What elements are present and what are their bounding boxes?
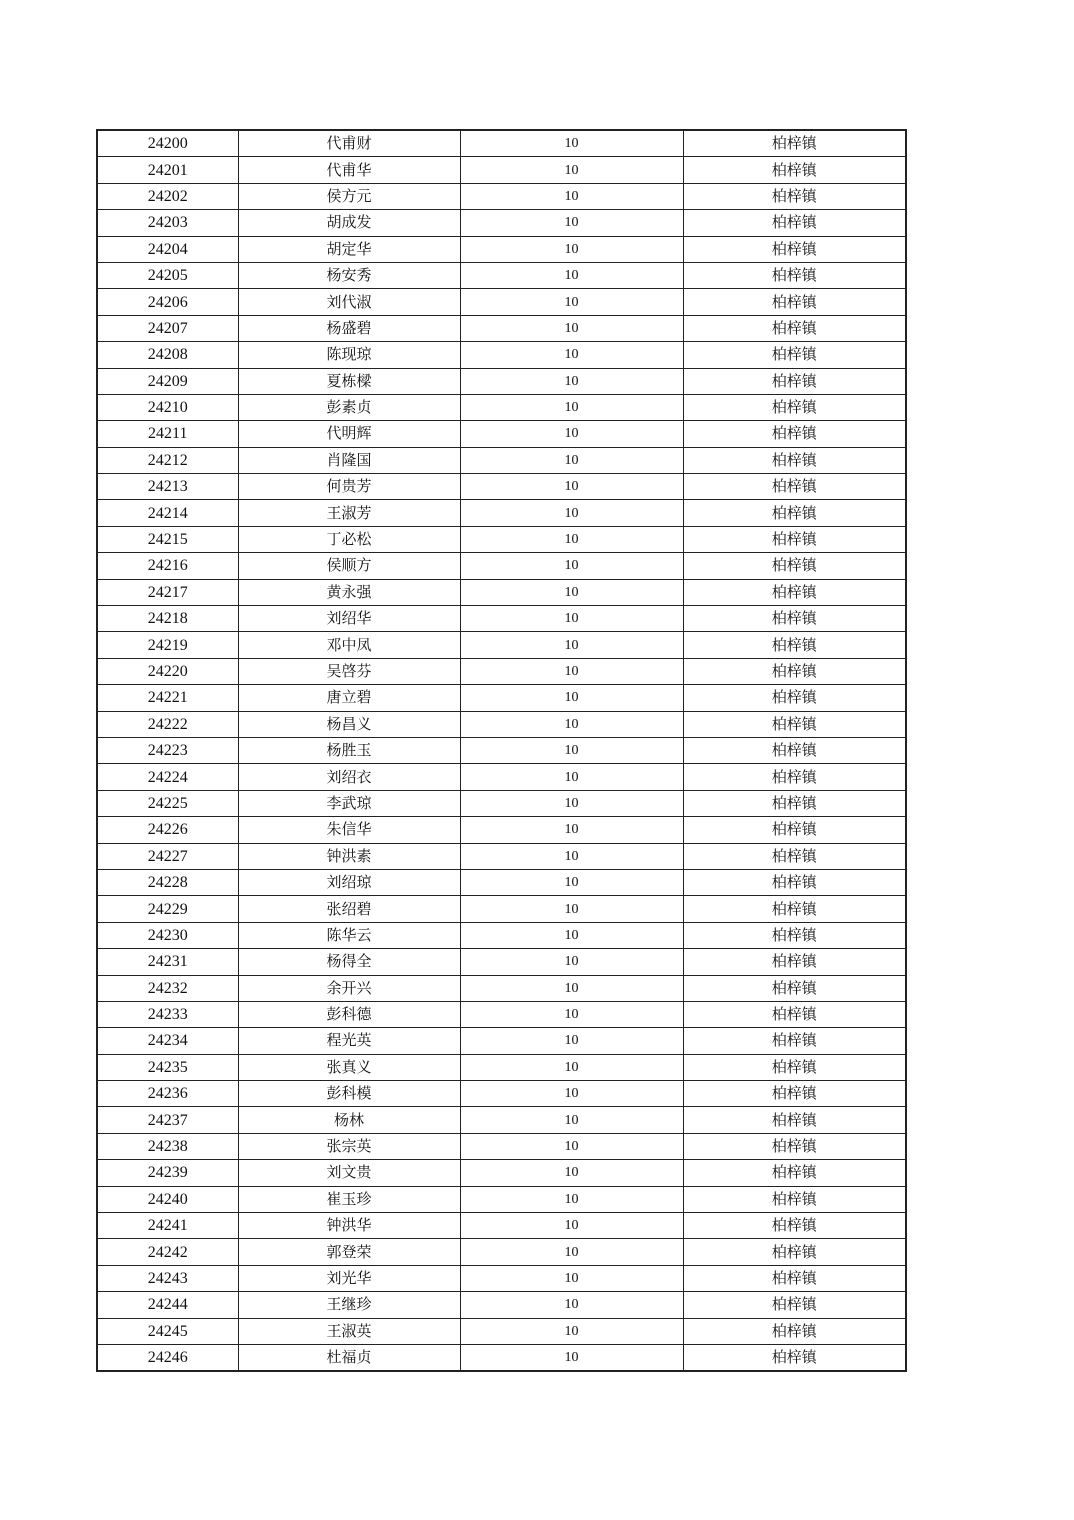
cell-name: 刘光华 (238, 1265, 460, 1291)
cell-amount: 10 (460, 474, 683, 500)
cell-town: 柏梓镇 (683, 606, 906, 632)
cell-name: 王淑芳 (238, 500, 460, 526)
cell-town: 柏梓镇 (683, 949, 906, 975)
table-row (97, 421, 906, 447)
cell-number: 24224 (97, 764, 238, 790)
cell-name: 吴啓芬 (238, 658, 460, 684)
cell-town: 柏梓镇 (683, 632, 906, 658)
cell-amount: 10 (460, 975, 683, 1001)
table-body (97, 130, 906, 1371)
cell-name: 刘绍华 (238, 606, 460, 632)
cell-number: 24202 (97, 183, 238, 209)
cell-name: 郭登荣 (238, 1239, 460, 1265)
table-row (97, 817, 906, 843)
cell-name: 王淑英 (238, 1318, 460, 1344)
cell-town: 柏梓镇 (683, 1239, 906, 1265)
cell-name: 肖隆国 (238, 447, 460, 473)
cell-amount: 10 (460, 869, 683, 895)
cell-name: 刘绍琼 (238, 869, 460, 895)
cell-town: 柏梓镇 (683, 1133, 906, 1159)
cell-name: 胡成发 (238, 210, 460, 236)
cell-number: 24245 (97, 1318, 238, 1344)
cell-number: 24229 (97, 896, 238, 922)
cell-town: 柏梓镇 (683, 1001, 906, 1027)
cell-name: 唐立碧 (238, 685, 460, 711)
cell-amount: 10 (460, 1239, 683, 1265)
cell-town: 柏梓镇 (683, 1186, 906, 1212)
cell-number: 24214 (97, 500, 238, 526)
cell-town: 柏梓镇 (683, 843, 906, 869)
cell-name: 陈现琼 (238, 342, 460, 368)
cell-amount: 10 (460, 658, 683, 684)
table-row (97, 236, 906, 262)
table-row (97, 606, 906, 632)
cell-town: 柏梓镇 (683, 130, 906, 157)
cell-name: 彭素贞 (238, 394, 460, 420)
cell-number: 24242 (97, 1239, 238, 1265)
cell-number: 24213 (97, 474, 238, 500)
cell-town: 柏梓镇 (683, 869, 906, 895)
table-row (97, 1028, 906, 1054)
cell-amount: 10 (460, 394, 683, 420)
cell-amount: 10 (460, 1213, 683, 1239)
cell-number: 24204 (97, 236, 238, 262)
table-row (97, 737, 906, 763)
cell-number: 24222 (97, 711, 238, 737)
cell-name: 代甫财 (238, 130, 460, 157)
cell-number: 24231 (97, 949, 238, 975)
cell-amount: 10 (460, 1028, 683, 1054)
table-row (97, 342, 906, 368)
table-row (97, 1318, 906, 1344)
cell-name: 张宗英 (238, 1133, 460, 1159)
cell-number: 24233 (97, 1001, 238, 1027)
cell-number: 24236 (97, 1081, 238, 1107)
cell-number: 24209 (97, 368, 238, 394)
cell-town: 柏梓镇 (683, 1160, 906, 1186)
cell-amount: 10 (460, 1186, 683, 1212)
cell-name: 代甫华 (238, 157, 460, 183)
cell-name: 邓中凤 (238, 632, 460, 658)
cell-town: 柏梓镇 (683, 764, 906, 790)
cell-town: 柏梓镇 (683, 1344, 906, 1371)
table-row (97, 1213, 906, 1239)
cell-amount: 10 (460, 157, 683, 183)
cell-name: 杨得全 (238, 949, 460, 975)
cell-name: 彭科模 (238, 1081, 460, 1107)
cell-amount: 10 (460, 262, 683, 288)
cell-town: 柏梓镇 (683, 1265, 906, 1291)
cell-number: 24240 (97, 1186, 238, 1212)
cell-amount: 10 (460, 1081, 683, 1107)
cell-name: 钟洪素 (238, 843, 460, 869)
cell-amount: 10 (460, 790, 683, 816)
table-row (97, 658, 906, 684)
cell-town: 柏梓镇 (683, 368, 906, 394)
cell-number: 24217 (97, 579, 238, 605)
table-row (97, 157, 906, 183)
cell-amount: 10 (460, 632, 683, 658)
cell-amount: 10 (460, 183, 683, 209)
table-row (97, 949, 906, 975)
cell-town: 柏梓镇 (683, 262, 906, 288)
cell-number: 24238 (97, 1133, 238, 1159)
cell-town: 柏梓镇 (683, 394, 906, 420)
cell-town: 柏梓镇 (683, 711, 906, 737)
cell-town: 柏梓镇 (683, 817, 906, 843)
cell-town: 柏梓镇 (683, 1107, 906, 1133)
cell-town: 柏梓镇 (683, 1318, 906, 1344)
cell-name: 杨胜玉 (238, 737, 460, 763)
cell-number: 24243 (97, 1265, 238, 1291)
cell-name: 杨安秀 (238, 262, 460, 288)
table-row (97, 1133, 906, 1159)
cell-number: 24244 (97, 1292, 238, 1318)
table-row (97, 526, 906, 552)
cell-town: 柏梓镇 (683, 685, 906, 711)
table-row (97, 843, 906, 869)
cell-name: 程光英 (238, 1028, 460, 1054)
cell-name: 夏栋樑 (238, 368, 460, 394)
cell-number: 24234 (97, 1028, 238, 1054)
cell-name: 钟洪华 (238, 1213, 460, 1239)
cell-amount: 10 (460, 342, 683, 368)
cell-amount: 10 (460, 922, 683, 948)
cell-name: 王继珍 (238, 1292, 460, 1318)
cell-town: 柏梓镇 (683, 474, 906, 500)
cell-name: 李武琼 (238, 790, 460, 816)
table-row (97, 1239, 906, 1265)
table-row (97, 553, 906, 579)
cell-town: 柏梓镇 (683, 896, 906, 922)
table-row (97, 579, 906, 605)
cell-amount: 10 (460, 1054, 683, 1080)
cell-name: 侯顺方 (238, 553, 460, 579)
table-row (97, 1160, 906, 1186)
cell-number: 24205 (97, 262, 238, 288)
cell-name: 杨昌义 (238, 711, 460, 737)
cell-amount: 10 (460, 210, 683, 236)
cell-amount: 10 (460, 447, 683, 473)
table-row (97, 1081, 906, 1107)
cell-name: 何贵芳 (238, 474, 460, 500)
cell-name: 黄永强 (238, 579, 460, 605)
cell-amount: 10 (460, 949, 683, 975)
cell-town: 柏梓镇 (683, 1292, 906, 1318)
cell-name: 丁必松 (238, 526, 460, 552)
table-row (97, 632, 906, 658)
cell-amount: 10 (460, 817, 683, 843)
cell-number: 24208 (97, 342, 238, 368)
cell-amount: 10 (460, 711, 683, 737)
cell-number: 24215 (97, 526, 238, 552)
cell-amount: 10 (460, 526, 683, 552)
table-row (97, 474, 906, 500)
cell-amount: 10 (460, 685, 683, 711)
table-row (97, 1292, 906, 1318)
cell-town: 柏梓镇 (683, 790, 906, 816)
cell-amount: 10 (460, 606, 683, 632)
cell-number: 24203 (97, 210, 238, 236)
cell-number: 24232 (97, 975, 238, 1001)
cell-town: 柏梓镇 (683, 342, 906, 368)
cell-amount: 10 (460, 1133, 683, 1159)
cell-number: 24246 (97, 1344, 238, 1371)
table-row (97, 1186, 906, 1212)
table-row (97, 289, 906, 315)
cell-name: 杨盛碧 (238, 315, 460, 341)
cell-town: 柏梓镇 (683, 236, 906, 262)
cell-number: 24228 (97, 869, 238, 895)
cell-amount: 10 (460, 1001, 683, 1027)
cell-number: 24218 (97, 606, 238, 632)
cell-number: 24225 (97, 790, 238, 816)
cell-name: 杜福贞 (238, 1344, 460, 1371)
table-row (97, 922, 906, 948)
cell-town: 柏梓镇 (683, 289, 906, 315)
cell-amount: 10 (460, 553, 683, 579)
table-row (97, 262, 906, 288)
table-row (97, 1265, 906, 1291)
cell-amount: 10 (460, 579, 683, 605)
cell-amount: 10 (460, 1265, 683, 1291)
cell-amount: 10 (460, 764, 683, 790)
table-row (97, 1001, 906, 1027)
cell-number: 24207 (97, 315, 238, 341)
cell-name: 余开兴 (238, 975, 460, 1001)
cell-town: 柏梓镇 (683, 1081, 906, 1107)
cell-amount: 10 (460, 500, 683, 526)
cell-number: 24212 (97, 447, 238, 473)
table-row (97, 975, 906, 1001)
cell-name: 张绍碧 (238, 896, 460, 922)
cell-number: 24220 (97, 658, 238, 684)
cell-town: 柏梓镇 (683, 553, 906, 579)
table-row (97, 394, 906, 420)
table-row (97, 183, 906, 209)
cell-name: 代明辉 (238, 421, 460, 447)
cell-number: 24206 (97, 289, 238, 315)
cell-name: 陈华云 (238, 922, 460, 948)
table-row (97, 764, 906, 790)
cell-amount: 10 (460, 1292, 683, 1318)
cell-town: 柏梓镇 (683, 1028, 906, 1054)
cell-amount: 10 (460, 236, 683, 262)
cell-amount: 10 (460, 1160, 683, 1186)
cell-amount: 10 (460, 843, 683, 869)
cell-name: 刘文贵 (238, 1160, 460, 1186)
cell-town: 柏梓镇 (683, 447, 906, 473)
cell-town: 柏梓镇 (683, 526, 906, 552)
table-row (97, 368, 906, 394)
cell-number: 24237 (97, 1107, 238, 1133)
cell-number: 24223 (97, 737, 238, 763)
cell-town: 柏梓镇 (683, 579, 906, 605)
cell-amount: 10 (460, 1107, 683, 1133)
cell-name: 崔玉珍 (238, 1186, 460, 1212)
cell-amount: 10 (460, 1318, 683, 1344)
table-row (97, 500, 906, 526)
cell-number: 24227 (97, 843, 238, 869)
cell-number: 24211 (97, 421, 238, 447)
table-row (97, 896, 906, 922)
cell-town: 柏梓镇 (683, 210, 906, 236)
cell-town: 柏梓镇 (683, 315, 906, 341)
table-row (97, 130, 906, 157)
cell-amount: 10 (460, 289, 683, 315)
cell-town: 柏梓镇 (683, 1213, 906, 1239)
table-row (97, 447, 906, 473)
table-row (97, 869, 906, 895)
cell-number: 24210 (97, 394, 238, 420)
table-row (97, 1107, 906, 1133)
cell-name: 朱信华 (238, 817, 460, 843)
cell-amount: 10 (460, 368, 683, 394)
table-row (97, 685, 906, 711)
cell-name: 张真义 (238, 1054, 460, 1080)
table-row (97, 1344, 906, 1371)
cell-name: 胡定华 (238, 236, 460, 262)
cell-number: 24235 (97, 1054, 238, 1080)
table-row (97, 210, 906, 236)
cell-town: 柏梓镇 (683, 183, 906, 209)
cell-amount: 10 (460, 315, 683, 341)
cell-amount: 10 (460, 737, 683, 763)
cell-town: 柏梓镇 (683, 1054, 906, 1080)
cell-number: 24239 (97, 1160, 238, 1186)
cell-town: 柏梓镇 (683, 658, 906, 684)
cell-amount: 10 (460, 421, 683, 447)
cell-number: 24221 (97, 685, 238, 711)
cell-name: 侯方元 (238, 183, 460, 209)
cell-town: 柏梓镇 (683, 157, 906, 183)
cell-name: 杨林 (238, 1107, 460, 1133)
cell-town: 柏梓镇 (683, 737, 906, 763)
table-row (97, 1054, 906, 1080)
cell-number: 24241 (97, 1213, 238, 1239)
cell-town: 柏梓镇 (683, 975, 906, 1001)
cell-town: 柏梓镇 (683, 421, 906, 447)
cell-town: 柏梓镇 (683, 922, 906, 948)
cell-number: 24216 (97, 553, 238, 579)
cell-name: 刘绍衣 (238, 764, 460, 790)
cell-number: 24230 (97, 922, 238, 948)
cell-number: 24200 (97, 130, 238, 157)
data-table (96, 129, 907, 1372)
cell-amount: 10 (460, 896, 683, 922)
cell-number: 24219 (97, 632, 238, 658)
cell-amount: 10 (460, 1344, 683, 1371)
cell-amount: 10 (460, 130, 683, 157)
table-row (97, 711, 906, 737)
cell-number: 24201 (97, 157, 238, 183)
cell-name: 刘代淑 (238, 289, 460, 315)
table-row (97, 315, 906, 341)
cell-name: 彭科德 (238, 1001, 460, 1027)
cell-number: 24226 (97, 817, 238, 843)
cell-town: 柏梓镇 (683, 500, 906, 526)
table-row (97, 790, 906, 816)
